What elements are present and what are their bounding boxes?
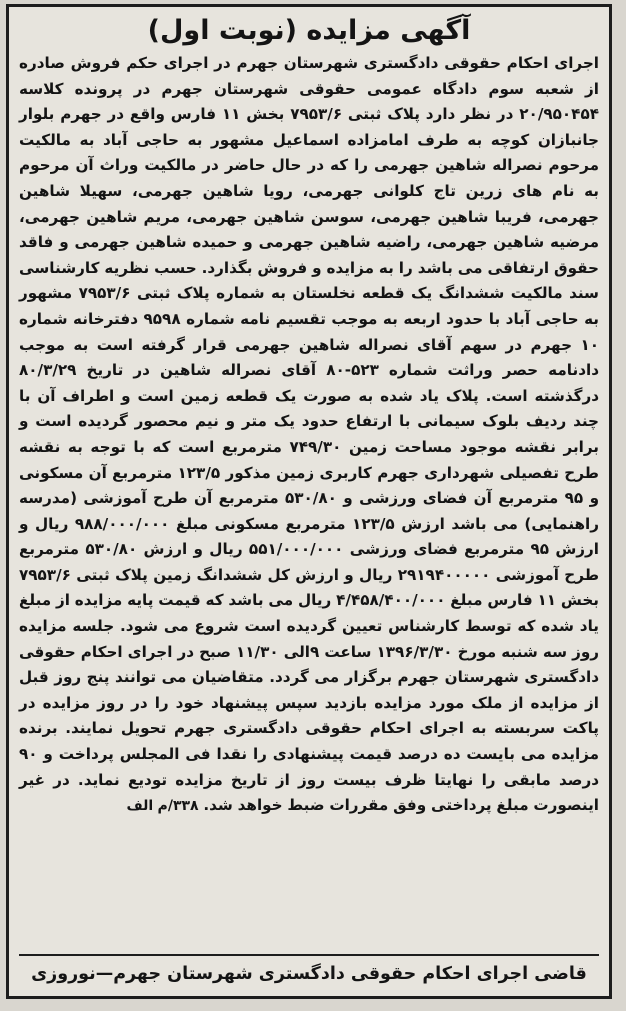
auction-notice <box>6 4 612 999</box>
notice-body <box>19 51 599 820</box>
notice-body-text: اجرای احکام حقوقی دادگستری شهرستان جهرم در اجرای حکم فروش صادره از شعبه سوم دادگاه عمومی حقوقی شهرستان جهرم در پرونده کلاسه ۲۰/۹۵۰۴۵۴ در نظر دارد پلاک ثبتی ۷۹۵۳/۶ بخش ۱۱ فارس واقع در جهرم بلوار جانبازان کوچه به طرف امامزاده اسماعیل مشهور به حاجی آباد به مالکیت مرحوم نصراله شاهین جهرمی را که در حال حاضر در مالکیت وراث آن مرحوم به نام های زرین تاج کلوانی جهرمی، رویا شاهین جهرمی، سهیلا شاهین جهرمی، فریبا شاهین جهرمی، سوسن شاهین جهرمی، مریم شاهین جهرمی، مرضیه شاهین جهرمی، راضیه شاهین جهرمی و حمیده شاهین جهرمی و فاقد حقوق ارتفاقی می باشد را به مزایده و فروش بگذارد. حسب نظریه کارشناسی سند مالکیت ششدانگ یک قطعه نخلستان به شماره پلاک ثبتی ۷۹۵۳/۶ مشهور به حاجی آباد با حدود اربعه به موجب تقسیم نامه شماره ۹۵۹۸ دفترخانه شماره ۱۰ جهرم در سهم آقای نصراله شاهین جهرمی قرار گرفته است به موجب دادنامه حصر وراثت شماره ۵۲۳-۸۰ آقای نصراله شاهین در تاریخ ۸۰/۳/۲۹ درگذشته است. پلاک یاد شده به صورت یک قطعه زمین است و اطراف آن با چند ردیف بلوک سیمانی با ارتفاع حدود یک متر و نیم محصور گردیده است و برابر نقشه موجود مساحت زمین ۷۴۹/۳۰ مترمربع است که با توجه به نقشه طرح تفصیلی شهرداری جهرم کاربری زمین مذکور ۱۲۳/۵ مترمربع آن مسکونی و ۹۵ مترمربع آن فضای ورزشی و ۵۳۰/۸۰ مترمربع آن طرح آموزشی (مدرسه راهنمایی) می باشد ارزش ۱۲۳/۵ مترمربع مسکونی مبلغ ۹۸۸/۰۰۰/۰۰۰ ریال و ارزش ۹۵ مترمربع فضای ورزشی ۵۵۱/۰۰۰/۰۰۰ ریال و ارزش ۵۳۰/۸۰ مترمربع طرح آموزشی ۲۹۱۹۴۰۰۰۰۰ ریال و ارزش کل ششدانگ زمین پلاک ثبتی ۷۹۵۳/۶ بخش ۱۱ فارس مبلغ ۴/۴۵۸/۴۰۰/۰۰۰ ریال می باشد که قیمت پایه مزایده از مبلغ یاد شده که توسط کارشناس تعیین گردیده است شروع می شود. جلسه مزایده روز سه شنبه مورخ ۱۳۹۶/۳/۳۰ ساعت ۹الی ۱۱/۳۰ صبح در اجرای احکام حقوقی دادگستری شهرستان جهرم برگزار می گردد. متقاضیان می توانند پنج روز قبل از مزایده از ملک مورد مزایده بازدید سپس پیشنهاد خود را در روز مزایده در پاکت سربسته به اجرای احکام حقوقی دادگستری جهرم تحویل نمایند. برنده مزایده می بایست ده درصد قیمت پیشنهادی را نقدا فی المجلس پرداخت و ۹۰ درصد مابقی را نهایتا ظرف بیست روز از تاریخ مزایده تودیع نماید. در غیر اینصورت مبلغ پرداختی وفق مقررات ضبط خواهد شد. <box>19 54 600 815</box>
judge-signature: قاضی اجرای احکام حقوقی دادگستری شهرستان جهرم—نوروزی <box>19 954 599 988</box>
notice-title: آگهی مزایده (نوبت اول) <box>147 15 471 46</box>
reference-number: ۳۳۸/م الف <box>126 798 199 815</box>
